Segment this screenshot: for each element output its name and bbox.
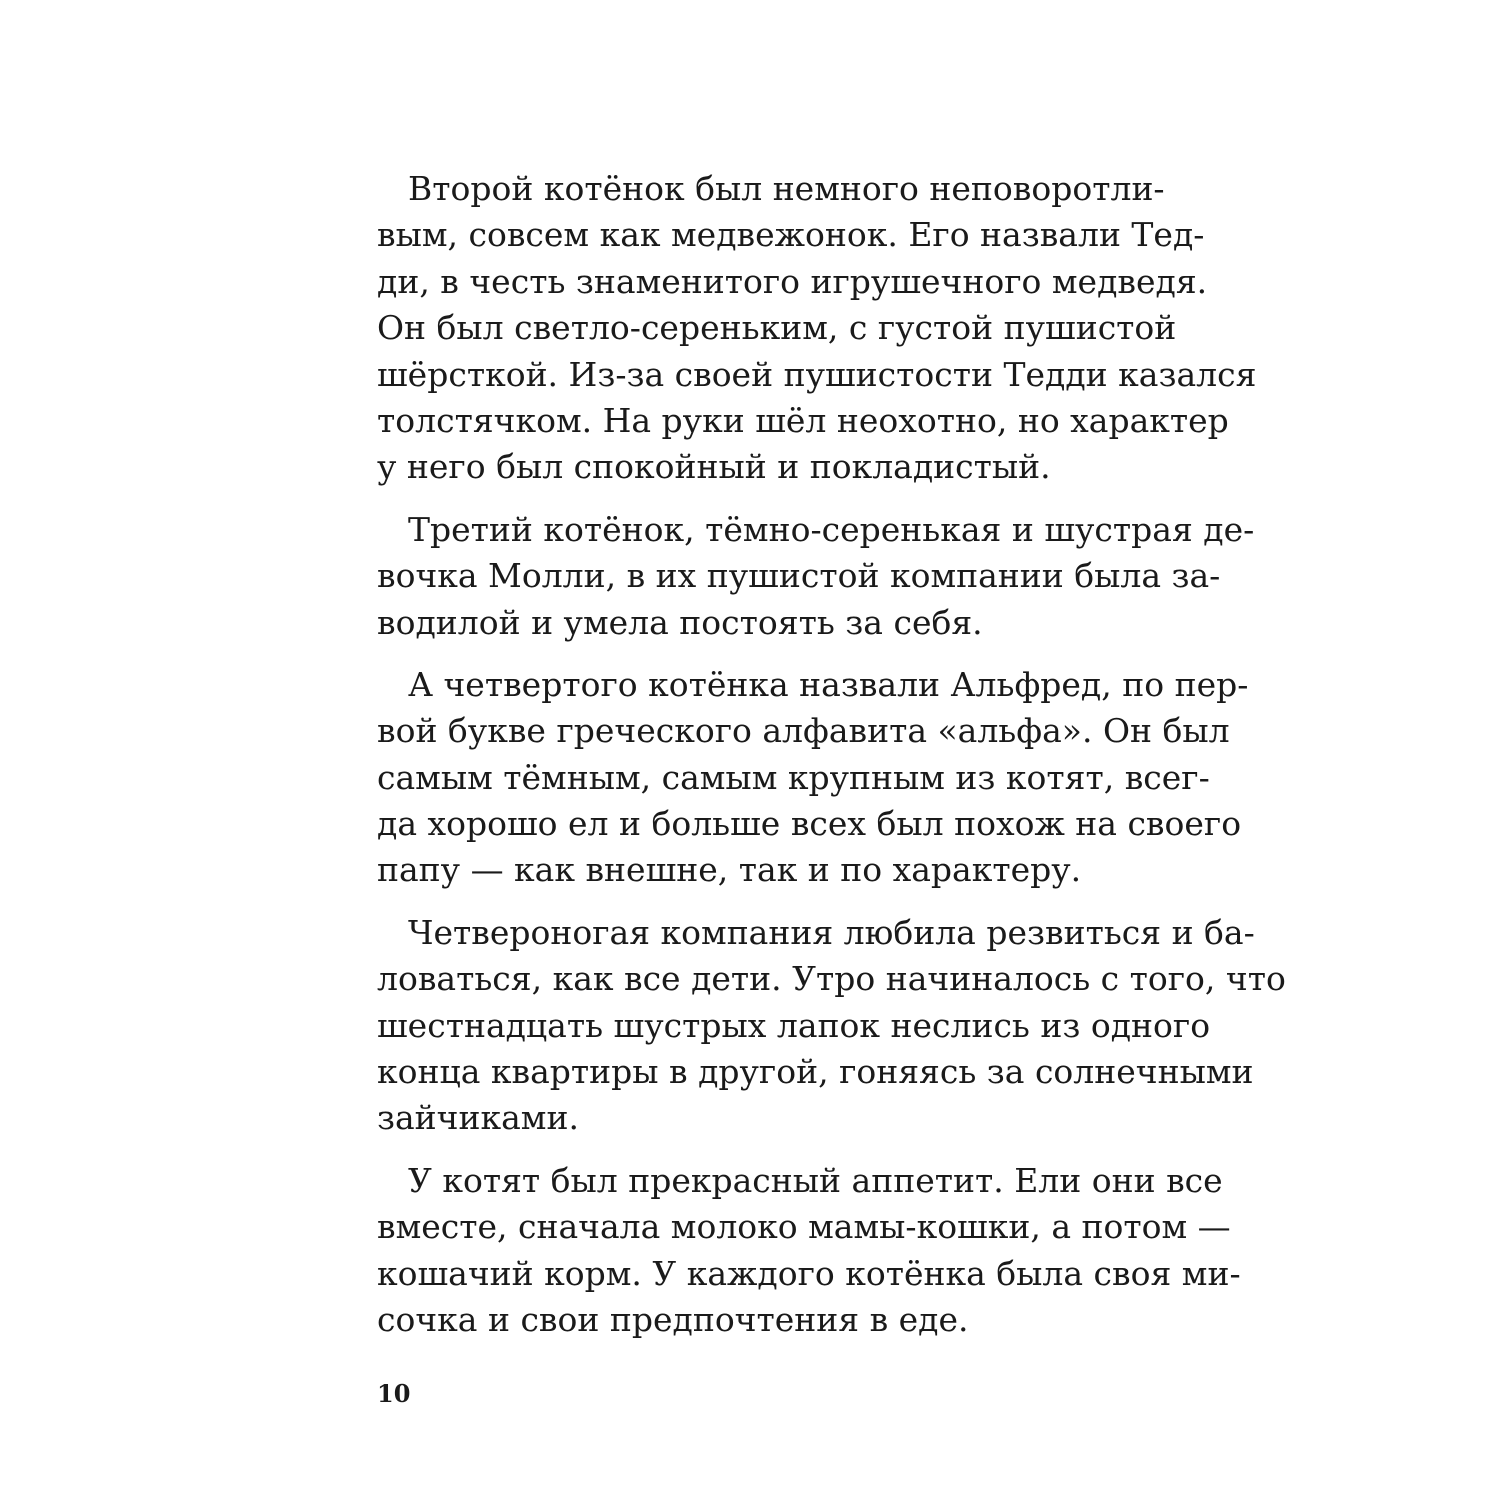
text-line: У котят был прекрасный аппетит. Ели они все — [408, 1160, 1223, 1200]
text-line: сочка и свои предпочтения в еде. — [377, 1299, 969, 1339]
text-line: да хорошо ел и больше всех был похож на своего — [377, 804, 1242, 844]
text-line: самым тёмным, самым крупным из котят, всег- — [377, 757, 1210, 797]
text-line: вочка Молли, в их пушистой компании была за- — [377, 556, 1221, 596]
paragraph-molly — [377, 507, 1255, 646]
text-line: кошачий корм. У каждого котёнка была своя ми- — [377, 1253, 1241, 1293]
text-line: ди, в честь знаменитого игрушечного медведя. — [377, 261, 1208, 301]
text-line: А четвертого котёнка назвали Альфред, по пер- — [408, 664, 1249, 704]
paragraph-teddy — [377, 166, 1257, 491]
paragraph-play — [377, 910, 1286, 1142]
text-line: вым, совсем как медвежонок. Его назвали Тед- — [377, 215, 1205, 255]
body-text — [377, 166, 1286, 1359]
paragraph-alfred — [377, 662, 1249, 894]
text-line: водилой и умела постоять за себя. — [377, 602, 983, 642]
text-line: ловаться, как все дети. Утро начиналось с того, что — [377, 959, 1286, 999]
text-line: шестнадцать шустрых лапок неслись из одного — [377, 1005, 1211, 1045]
text-line: вместе, сначала молоко мамы-кошки, а потом — — [377, 1207, 1231, 1247]
text-line: зайчиками. — [377, 1098, 579, 1138]
text-line: вой букве греческого алфавита «альфа». Он был — [377, 711, 1230, 751]
text-line: Он был светло-сереньким, с густой пушистой — [377, 308, 1177, 348]
text-line: у него был спокойный и покладистый. — [377, 447, 1051, 487]
text-line: шёрсткой. Из-за своей пушистости Тедди казался — [377, 354, 1257, 394]
text-line: Третий котёнок, тёмно-серенькая и шустрая де- — [408, 509, 1255, 549]
paragraph-appetite — [377, 1158, 1241, 1344]
text-line: толстячком. На руки шёл неохотно, но характер — [377, 400, 1229, 440]
text-line: конца квартиры в другой, гоняясь за солнечными — [377, 1052, 1254, 1092]
page-number: 10 — [377, 1379, 411, 1408]
text-line: Второй котёнок был немного неповоротли- — [408, 169, 1165, 208]
text-line: Четвероногая компания любила резвиться и ба- — [408, 912, 1255, 952]
text-line: папу — как внешне, так и по характеру. — [377, 850, 1082, 890]
